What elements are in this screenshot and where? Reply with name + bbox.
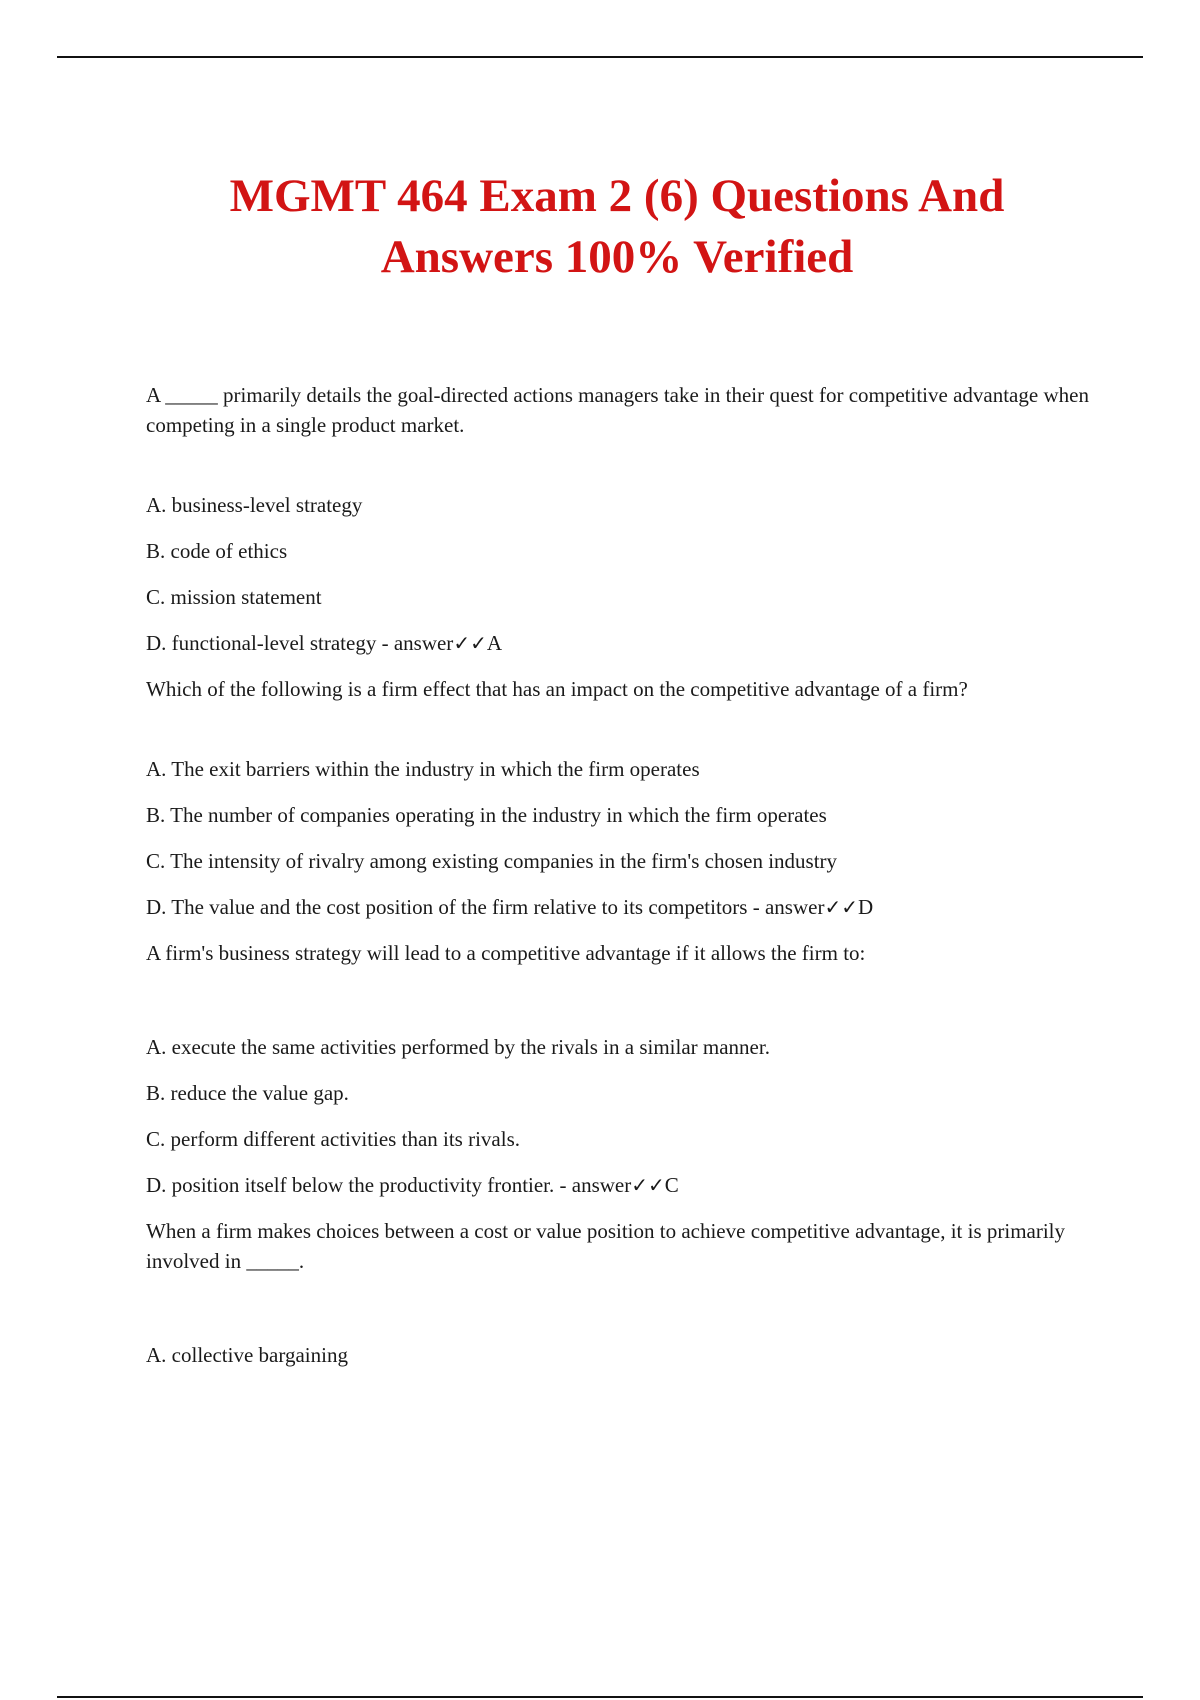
check-mark-icon: ✓✓ (453, 631, 487, 655)
question-2-option-c: C. The intensity of rivalry among existing companies in the firm's chosen industry (146, 849, 838, 873)
question-1-option-b: B. code of ethics (146, 539, 288, 563)
bottom-rule (57, 1696, 1143, 1698)
question-4-option-a: A. collective bargaining (146, 1343, 348, 1367)
question-2-option-b: B. The number of companies operating in the industry in which the firm operates (146, 803, 827, 827)
question-1-option-c: C. mission statement (146, 585, 322, 609)
question-3-answer: C (664, 1173, 679, 1197)
question-1-option-d-text: D. functional-level strategy - answer (146, 631, 454, 655)
top-rule (57, 56, 1143, 58)
question-3-text: A firm's business strategy will lead to a competitive advantage if it allows the firm to: (146, 941, 866, 965)
question-3-option-d (146, 1170, 1096, 1216)
question-2-answer: D (857, 895, 874, 919)
title-line-2: Answers 100% Verified (380, 231, 854, 283)
question-3-option-b: B. reduce the value gap. (146, 1081, 349, 1105)
question-1-option-d (146, 628, 1096, 674)
question-3-option-c: C. perform different activities than its rivals. (146, 1127, 521, 1151)
question-2-option-d-text: D. The value and the cost position of the firm relative to its competitors - answer (146, 895, 825, 919)
check-mark-icon: ✓✓ (631, 1173, 665, 1197)
document-title (120, 166, 1114, 288)
question-2-option-d (146, 892, 1096, 938)
question-2-text: Which of the following is a firm effect that has an impact on the competitive advantage of a firm? (146, 677, 968, 701)
question-list (146, 380, 1096, 1386)
question-1-option-a: A. business-level strategy (146, 493, 363, 517)
check-mark-icon: ✓✓ (824, 895, 858, 919)
question-4-text: When a firm makes choices between a cost or value position to achieve competitive advantage, it is primarily involved in _____. (146, 1219, 1066, 1273)
question-2-option-a: A. The exit barriers within the industry in which the firm operates (146, 757, 700, 781)
question-1-answer: A (486, 631, 502, 655)
title-line-1: MGMT 464 Exam 2 (6) Questions And (229, 170, 1005, 222)
question-3-option-a: A. execute the same activities performed by the rivals in a similar manner. (146, 1035, 770, 1059)
question-3-option-d-text: D. position itself below the productivity frontier. - answer (146, 1173, 632, 1197)
question-1-text: A _____ primarily details the goal-directed actions managers take in their quest for competitive advantage when competing in a single product market. (146, 383, 1089, 437)
